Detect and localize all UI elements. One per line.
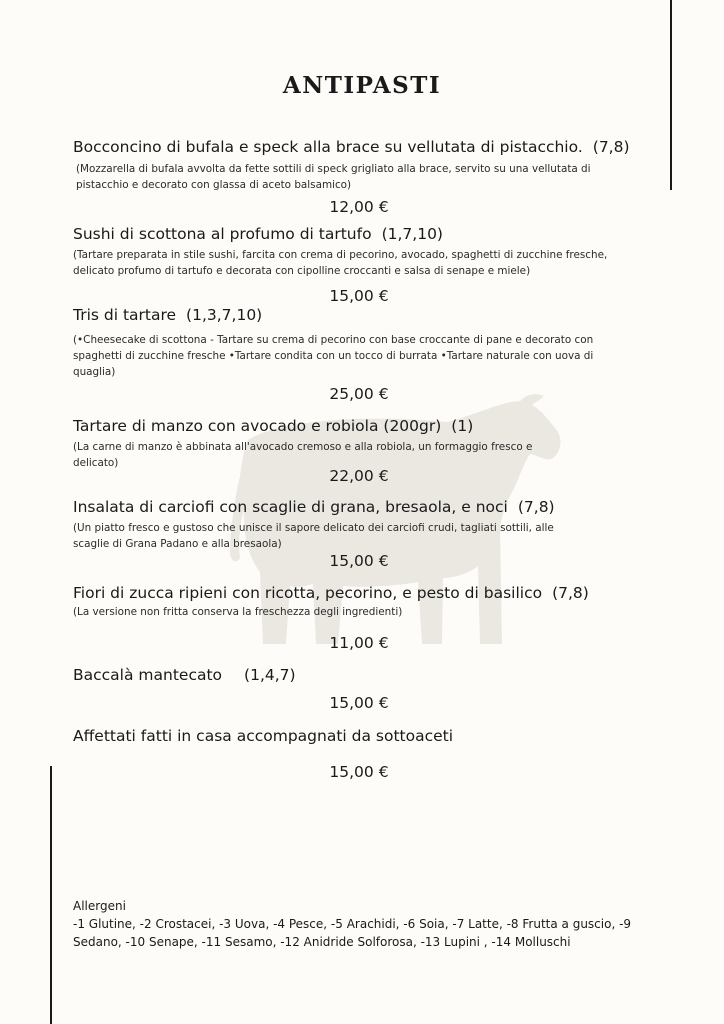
dish-price: 15,00 € bbox=[329, 287, 389, 305]
dish-description: (Un piatto fresco e gustoso che unisce il sapore delicato dei carciofi crudi, tagliati sottili, alle scaglie di Grana Padano e alla bresaola) bbox=[73, 522, 554, 550]
menu-item-title bbox=[73, 666, 296, 684]
decorative-rule-bottom bbox=[50, 766, 52, 1024]
allergens-heading: Allergeni bbox=[73, 899, 126, 913]
dish-price: 11,00 € bbox=[329, 634, 389, 652]
menu-item-title bbox=[73, 225, 443, 243]
dish-allergens: (7,8) bbox=[517, 498, 555, 516]
menu-item-title bbox=[73, 727, 453, 745]
dish-allergens: (7,8) bbox=[592, 138, 630, 156]
menu-item-title bbox=[73, 306, 262, 324]
menu-item-title bbox=[73, 138, 630, 156]
dish-price: 15,00 € bbox=[329, 694, 389, 712]
dish-allergens: (1,4,7) bbox=[244, 666, 296, 684]
dish-name: Bocconcino di bufala e speck alla brace su vellutata di pistacchio. bbox=[73, 138, 583, 156]
dish-allergens: (1,3,7,10) bbox=[186, 306, 263, 324]
dish-description: (Mozzarella di bufala avvolta da fette sottili di speck grigliato alla brace, servito su una vellutata di pistacchio e decorato con glassa di aceto balsamico) bbox=[76, 163, 591, 191]
dish-price: 25,00 € bbox=[329, 385, 389, 403]
dish-name: Sushi di scottona al profumo di tartufo bbox=[73, 225, 372, 243]
dish-description: (La carne di manzo è abbinata all'avocado cremoso e alla robiola, un formaggio fresco e delicato) bbox=[73, 441, 533, 469]
dish-name: Affettati fatti in casa accompagnati da sottoaceti bbox=[73, 727, 454, 745]
dish-allergens: (1,7,10) bbox=[381, 225, 443, 243]
dish-name: Fiori di zucca ripieni con ricotta, pecorino, e pesto di basilico bbox=[73, 584, 543, 602]
dish-name: Insalata di carciofi con scaglie di grana, bresaola, e noci bbox=[73, 498, 508, 516]
dish-name: Tartare di manzo con avocado e robiola (200gr) bbox=[73, 417, 442, 435]
allergens-list: -1 Glutine, -2 Crostacei, -3 Uova, -4 Pesce, -5 Arachidi, -6 Soia, -7 Latte, -8 Frutta a guscio, -9 Sedano, -10 Senape, -11 Sesamo, -12 Anidride Solforosa, -13 Lupini , -14 Molluschi bbox=[73, 917, 632, 949]
dish-allergens: (1) bbox=[451, 417, 474, 435]
dish-price: 15,00 € bbox=[329, 763, 389, 781]
section-title: ANTIPASTI bbox=[282, 72, 442, 99]
dish-price: 12,00 € bbox=[329, 198, 389, 216]
dish-name: Tris di tartare bbox=[73, 306, 177, 324]
dish-allergens: (7,8) bbox=[552, 584, 589, 602]
allergens-legend bbox=[73, 897, 653, 951]
dish-description: (La versione non fritta conserva la freschezza degli ingredienti) bbox=[73, 606, 403, 618]
menu-item-title bbox=[73, 584, 589, 602]
dish-description: (Tartare preparata in stile sushi, farcita con crema di pecorino, avocado, spaghetti di zucchine fresche, delicato profumo di tartufo e decorata con cipolline croccanti e salsa di senape e miele) bbox=[73, 249, 608, 277]
menu-item-title bbox=[73, 417, 473, 435]
dish-price: 22,00 € bbox=[329, 467, 389, 485]
dish-price: 15,00 € bbox=[329, 552, 389, 570]
dish-description: (•Cheesecake di scottona - Tartare su crema di pecorino con base croccante di pane e decorato con spaghetti di zucchine fresche •Tartare condita con un tocco di burrata •Tartare naturale con uova di quaglia) bbox=[73, 334, 594, 378]
dish-name: Baccalà mantecato bbox=[73, 666, 223, 684]
menu-item-title bbox=[73, 498, 555, 516]
